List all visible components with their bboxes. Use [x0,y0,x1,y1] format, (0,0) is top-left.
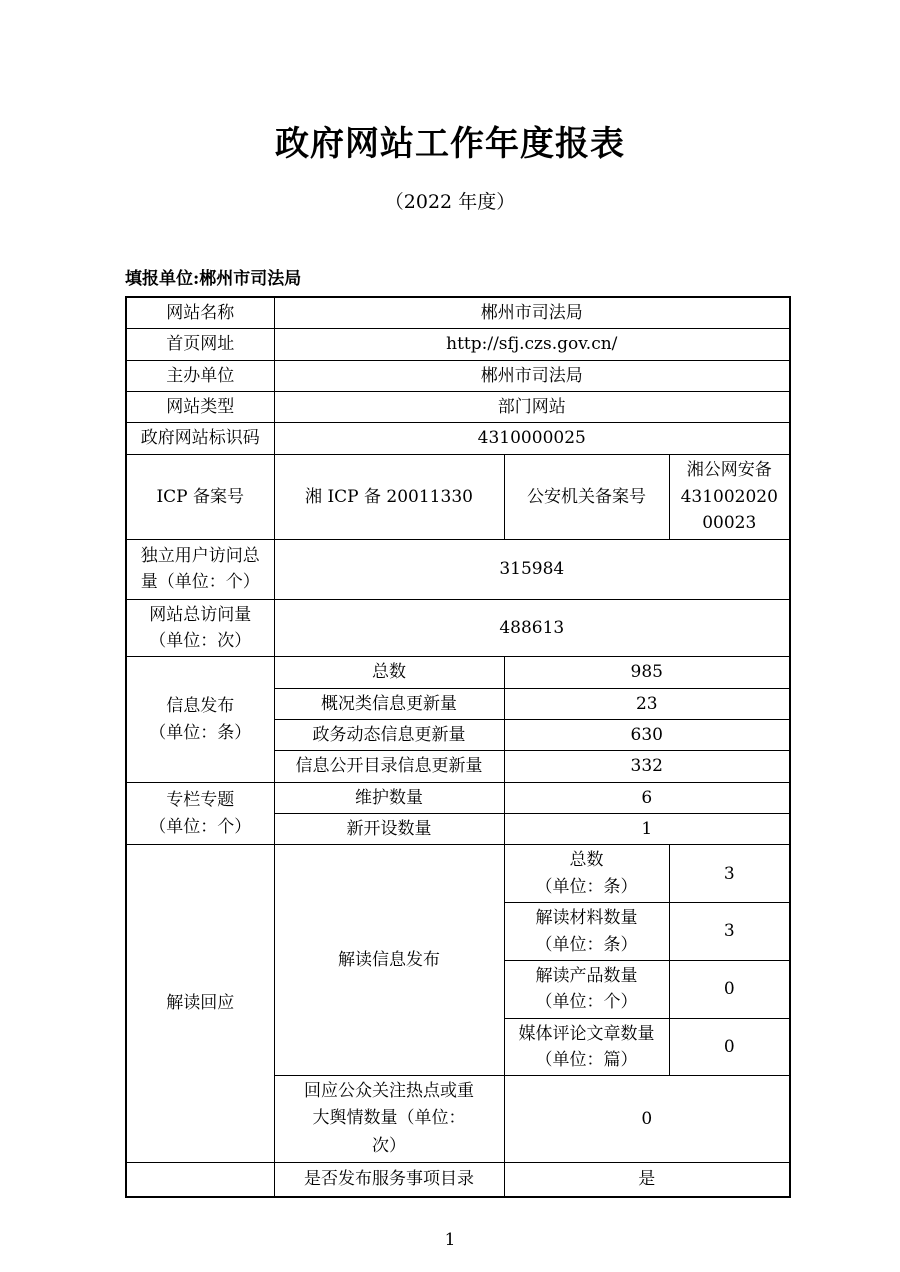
interpretation-publish-label: 解读信息发布 [274,845,504,1076]
page-number: 1 [444,1230,456,1251]
reporting-unit: 填报单位:郴州市司法局 [125,269,302,289]
unique-visitors-label: 独立用户访问总量（单位：个） [126,539,274,599]
special-topics-group-label: 专栏专题 （单位：个） [126,782,274,845]
media-comments-value: 0 [669,1018,790,1076]
site-id-code-value: 4310000025 [274,423,790,454]
empty-cell [126,1162,274,1197]
info-total-value: 985 [504,657,790,688]
interp-total-value: 3 [669,845,790,903]
media-comments-label: 媒体评论文章数量 （单位：篇） [504,1018,669,1076]
info-publish-group-label: 信息发布 （单位：条） [126,657,274,782]
interp-materials-value: 3 [669,903,790,961]
icp-value: 湘 ICP 备 20011330 [274,454,504,539]
site-name-label: 网站名称 [126,297,274,329]
service-directory-value: 是 [504,1162,790,1197]
interp-products-value: 0 [669,960,790,1018]
topics-new-value: 1 [504,814,790,845]
site-type-value: 部门网站 [274,392,790,423]
table-row-site-id-code [126,423,790,454]
overview-updates-value: 23 [504,688,790,719]
security-filing-label: 公安机关备案号 [504,454,669,539]
table-row-homepage-url [126,329,790,360]
interp-products-label: 解读产品数量 （单位：个） [504,960,669,1018]
dynamic-updates-value: 630 [504,720,790,751]
total-visits-label: 网站总访问量 （单位：次） [126,599,274,657]
topics-maintained-value: 6 [504,782,790,813]
interp-materials-label: 解读材料数量 （单位：条） [504,903,669,961]
host-unit-label: 主办单位 [126,360,274,391]
unique-visitors-value: 315984 [274,539,790,599]
table-row-site-name [126,297,790,329]
overview-updates-label: 概况类信息更新量 [274,688,504,719]
table-row-interp-total [126,845,790,903]
table-row-icp [126,454,790,539]
table-row-host-unit [126,360,790,391]
table-row-topics-maintained [126,782,790,813]
site-id-code-label: 政府网站标识码 [126,423,274,454]
topics-maintained-label: 维护数量 [274,782,504,813]
host-unit-value: 郴州市司法局 [274,360,790,391]
hotspot-response-label: 回应公众关注热点或重大舆情数量（单位：次） [274,1076,504,1163]
security-filing-value: 湘公网安备 43100202000023 [669,454,790,539]
table-row-unique-visitors [126,539,790,599]
directory-updates-value: 332 [504,751,790,782]
interpretation-group-label: 解读回应 [126,845,274,1162]
table-row-total-visits [126,599,790,657]
topics-new-label: 新开设数量 [274,814,504,845]
homepage-url-value: http://sfj.czs.gov.cn/ [274,329,790,360]
site-name-value: 郴州市司法局 [274,297,790,329]
interp-total-label: 总数 （单位：条） [504,845,669,903]
dynamic-updates-label: 政务动态信息更新量 [274,720,504,751]
icp-label: ICP 备案号 [126,454,274,539]
service-directory-label: 是否发布服务事项目录 [274,1162,504,1197]
table-row-info-total [126,657,790,688]
homepage-url-label: 首页网址 [126,329,274,360]
table-row-site-type [126,392,790,423]
directory-updates-label: 信息公开目录信息更新量 [274,751,504,782]
info-total-label: 总数 [274,657,504,688]
table-row-service-directory [126,1162,790,1197]
page-title: 政府网站工作年度报表 [275,124,625,164]
annual-report-table [125,296,791,1198]
total-visits-value: 488613 [274,599,790,657]
page-subtitle: （2022 年度） [384,191,516,213]
hotspot-response-value: 0 [504,1076,790,1163]
site-type-label: 网站类型 [126,392,274,423]
